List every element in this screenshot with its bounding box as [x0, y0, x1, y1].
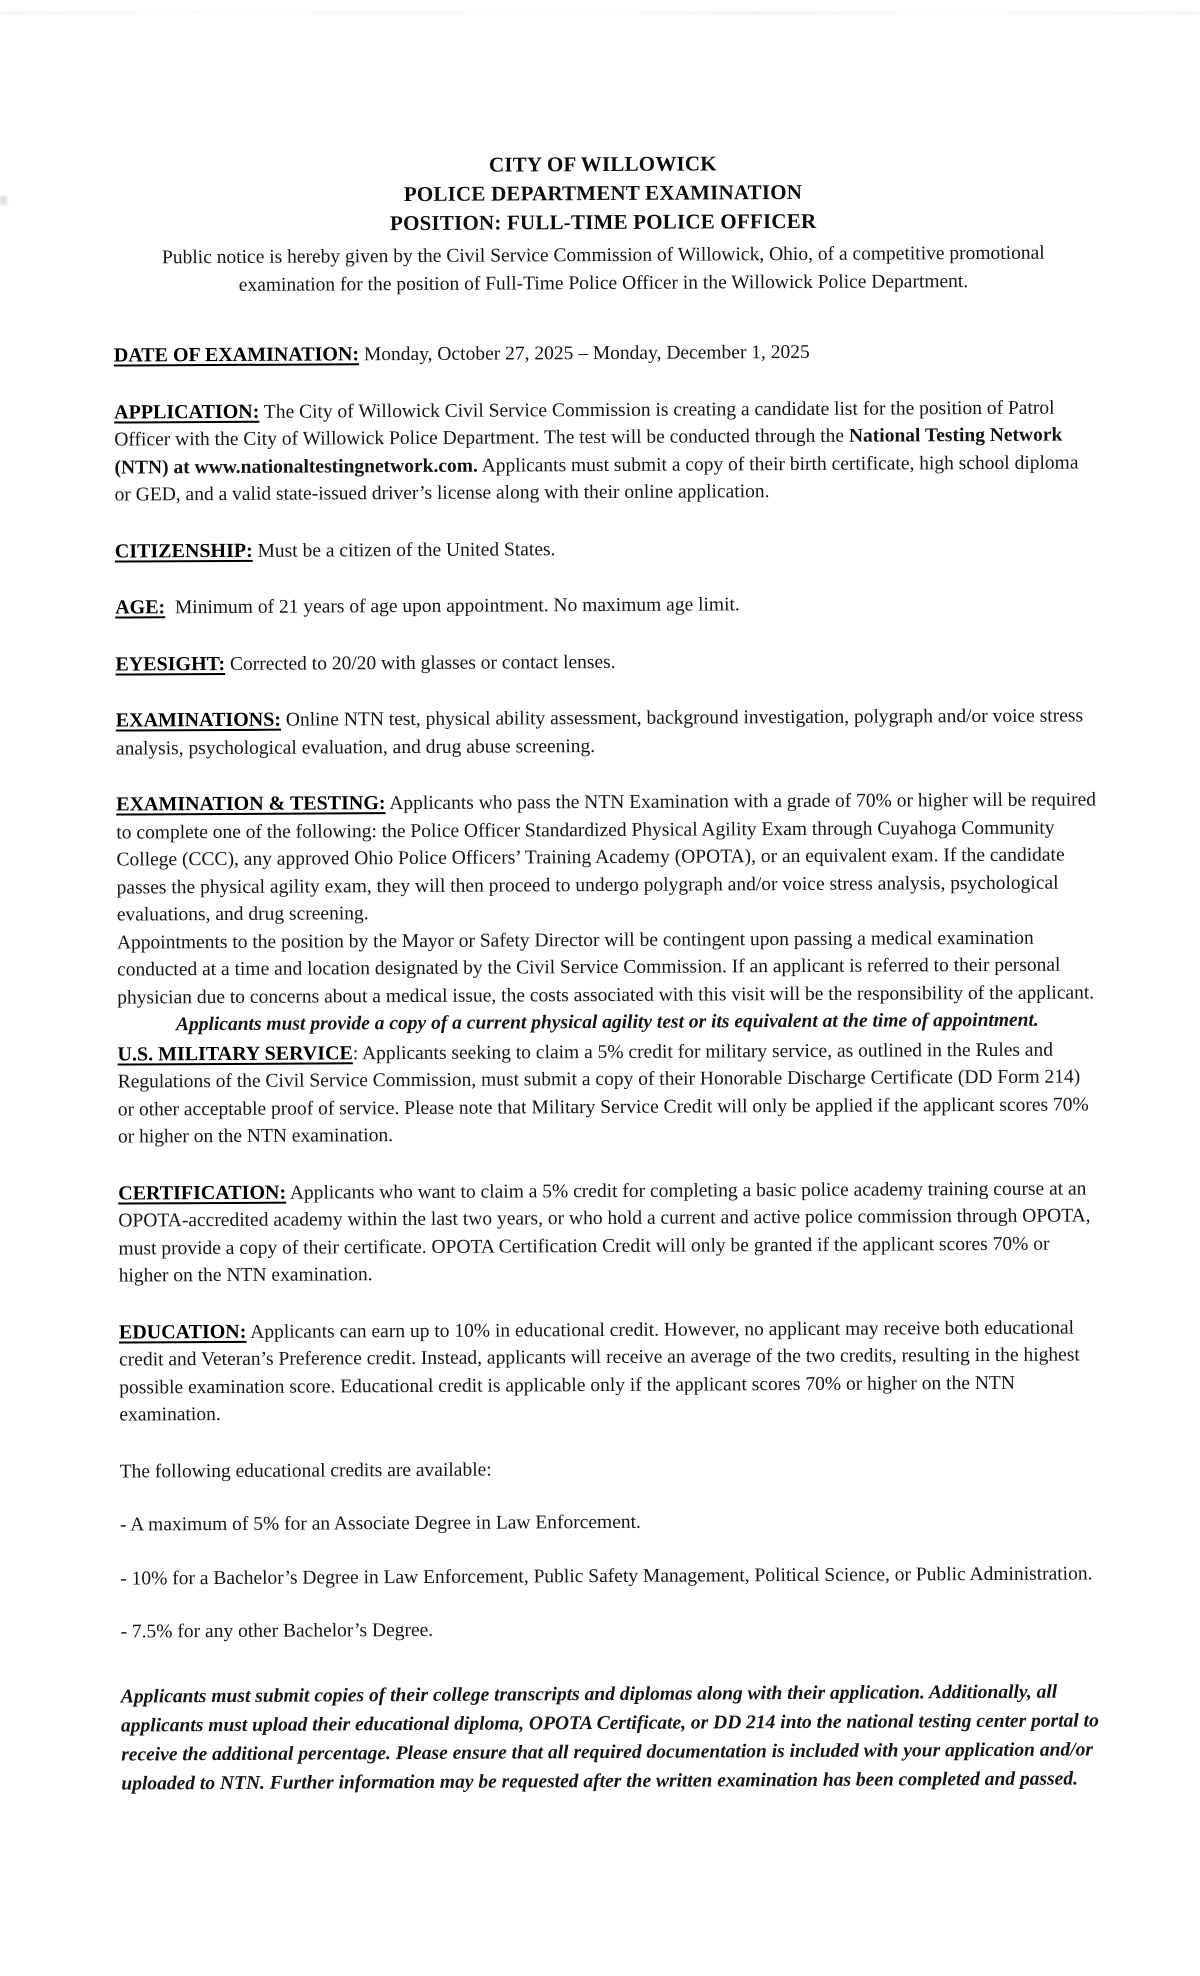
heading-date-of-examination: DATE OF EXAMINATION:: [113, 343, 360, 367]
text-examination-testing-para2: Appointments to the position by the Mayor or Safety Director will be contingent upon passing a medical examination conducted at a time and location designated by the Civil Service Commission. If an applicant is referred to their personal physician due to concerns about a medical issue, the costs associated with this visit will be the responsibility of the applicant.: [116, 927, 1095, 1009]
section-date-of-examination: [114, 337, 1094, 370]
credit-item-associate: - A maximum of 5% for an Associate Degree in Law Enforcement.: [119, 1511, 641, 1536]
text-military-service: : Applicants seeking to claim a 5% credit for military service, as outlined in the Rules and Regulations of the Civil Service Commission, must submit a copy of their Honorable Discharge Certificate (DD Form 214) or other acceptable proof of service. Please note that Military Service Credit will only be applied if the applicant scores 70% or higher on the NTN examination.: [117, 1039, 1089, 1148]
heading-eyesight: EYESIGHT:: [115, 652, 226, 676]
physical-agility-note: Applicants must provide a copy of a current physical agility test or its equivalent at the time of appointment.: [175, 1009, 1039, 1036]
section-citizenship: [115, 533, 1095, 566]
section-application: [114, 394, 1095, 509]
document-title-block: [113, 147, 1093, 239]
text-examinations: Online NTN test, physical ability assessment, background investigation, polygraph and/or voice stress analysis, psychological evaluation, and drug abuse screening.: [115, 705, 1084, 760]
section-eyesight: [115, 646, 1095, 679]
heading-examinations: EXAMINATIONS:: [115, 708, 282, 732]
section-examinations: [116, 702, 1096, 762]
text-education: Applicants can earn up to 10% in educational credit. However, no applicant may receive both educational credit and Veteran’s Preference credit. Instead, applicants will receive an average of the two credits, resulting in the highest possible examination score. Educational credit is applicable only if the applicant scores 70% or higher on the NTN examination.: [119, 1317, 1080, 1426]
text-certification: Applicants who want to claim a 5% credit for completing a basic police academy training course at an OPOTA-accredited academy within the last two years, or who hold a current and active police commission through OPOTA, must provide a copy of their certificate. OPOTA Certification Credit will only be granted if the applicant scores 70% or higher on the NTN examination.: [118, 1177, 1091, 1287]
section-education: [119, 1314, 1100, 1429]
text-application-ntn-bold: National Testing Network (NTN) at www.nationaltestingnetwork.com.: [114, 424, 1063, 479]
text-examination-testing-para1: Applicants who pass the NTN Examination with a grade of 70% or higher will be required to complete one of the following: the Police Officer Standardized Physical Agility Exam through Cuyahoga Community College (CCC), any approved Ohio Police Officers’ Training Academy (OPOTA), or an equivalent exam. If the candidate passes the physical agility exam, they will then proceed to undergo polygraph and/or voice stress analysis, psychological evaluations, and drug screening.: [116, 789, 1097, 926]
heading-certification: CERTIFICATION:: [118, 1181, 287, 1205]
document-content: [113, 147, 1102, 1798]
heading-age: AGE:: [115, 596, 166, 619]
text-eyesight: Corrected to 20/20 with glasses or contact lenses.: [229, 651, 616, 675]
text-application-before: The City of Willowick Civil Service Commission is creating a candidate list for the position of Patrol Officer with the City of Willowick Police Department. The test will be conducted through the: [114, 397, 1055, 451]
title-line-department: POLICE DEPARTMENT EXAMINATION: [403, 179, 803, 207]
section-age: [115, 589, 1095, 622]
heading-examination-testing: EXAMINATION & TESTING:: [116, 792, 386, 816]
text-citizenship: Must be a citizen of the United States.: [257, 538, 556, 562]
section-certification: [118, 1175, 1099, 1290]
credit-item-bachelor-law: - 10% for a Bachelor’s Degree in Law Enforcement, Public Safety Management, Political Science, or Public Administration.: [120, 1562, 1093, 1590]
credit-item-bachelor-other: - 7.5% for any other Bachelor’s Degree.: [120, 1619, 434, 1643]
text-date-of-examination: Monday, October 27, 2025 – Monday, December 1, 2025: [363, 341, 810, 366]
public-notice-intro: Public notice is hereby given by the Civil Service Commission of Willowick, Ohio, of a competitive promotional examination for the position of Full-Time Police Officer in the Willowick Police Department.: [161, 242, 1045, 296]
title-line-city: CITY OF WILLOWICK: [488, 151, 717, 177]
text-application-after: Applicants must submit a copy of their birth certificate, high school diploma or GED, and a valid state-issued driver’s license along with their online application.: [114, 452, 1079, 506]
final-submission-note: Applicants must submit copies of their college transcripts and diplomas along with their application. Additionally, all applicants must upload their educational diploma, OPOTA Certificate, or DD 214 into the national testing center portal to receive the additional percentage. Please ensure that all required documentation is included with your application and/or uploaded to NTN. Further information may be requested after the written examination has been completed and passed.: [120, 1681, 1099, 1795]
heading-education: EDUCATION:: [118, 1320, 247, 1344]
heading-military-service: U.S. MILITARY SERVICE: [117, 1041, 353, 1066]
heading-application: APPLICATION:: [114, 400, 260, 424]
heading-citizenship: CITIZENSHIP:: [114, 539, 253, 563]
title-line-position: POSITION: FULL-TIME POLICE OFFICER: [389, 208, 817, 236]
section-examination-testing: [116, 786, 1097, 929]
section-military-service: [117, 1036, 1098, 1151]
credits-intro: The following educational credits are available:: [119, 1459, 492, 1483]
text-age: Minimum of 21 years of age upon appointment. No maximum age limit.: [174, 594, 740, 619]
